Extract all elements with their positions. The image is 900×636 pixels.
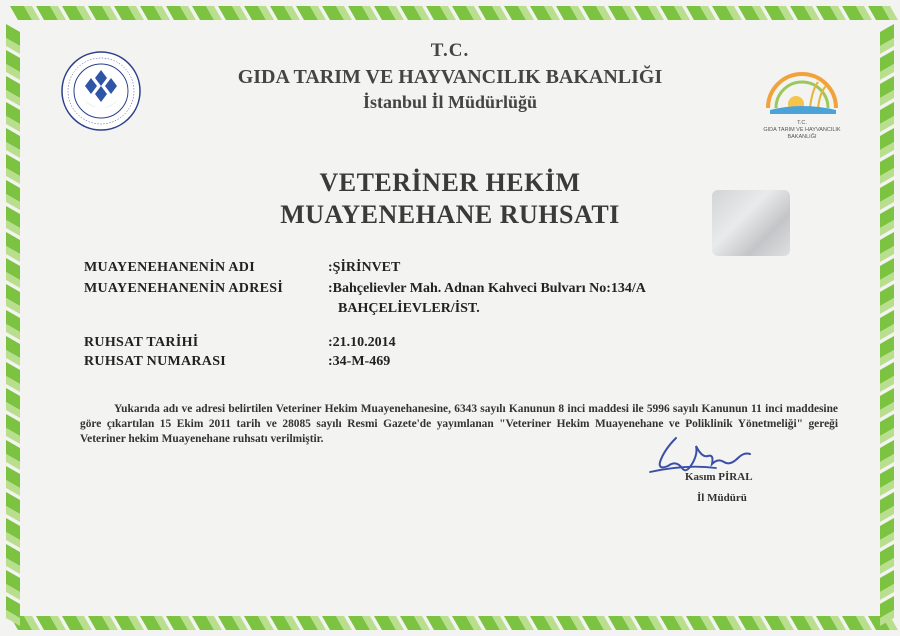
document-title-line2: MUAYENEHANE RUHSATI	[280, 200, 620, 229]
signatory-title: İl Müdürü	[697, 492, 747, 504]
clinic-name-label: MUAYENEHANENİN ADI	[84, 260, 255, 275]
license-date-value: :21.10.2014	[328, 335, 396, 350]
right-logo-text: T.C. GIDA TARIM VE HAYVANCILIK BAKANLIĞI	[763, 120, 841, 140]
header-directorate: İstanbul İl Müdürlüğü	[362, 92, 538, 112]
clinic-address-label: MUAYENEHANENİN ADRESİ	[84, 281, 284, 296]
ministry-emblem-icon	[60, 50, 142, 132]
signatory-name: Kasım PİRAL	[685, 471, 753, 483]
header-tc: T.C.	[430, 40, 470, 61]
clinic-address-value-line1: :Bahçelievler Mah. Adnan Kahveci Bulvarı No:134/A	[328, 281, 646, 296]
clinic-name-value: :ŞİRİNVET	[328, 260, 401, 275]
license-date-label: RUHSAT TARİHİ	[84, 335, 199, 350]
license-statement-text: Yukarıda adı ve adresi belirtilen Veteriner Hekim Muayenehanesine, 6343 sayılı Kanunun 8 inci maddesi ile 5996 sayılı Kanunun 11 inci maddesine göre çıkartılan 15 Ekim 2011 tarih ve 28085 sayılı Resmi Gazete'de yayımlanan "Veteriner Hekim Muayenehane ve Poliklinik Yönetmeliği" gereği Veteriner hekim Muayenehane ruhsatı verilmiştir.	[80, 403, 838, 445]
document-title-line1: VETERİNER HEKİM	[319, 168, 581, 197]
clinic-address-value-line2: BAHÇELİEVLER/İST.	[338, 301, 480, 316]
license-number-value: :34-M-469	[328, 354, 391, 369]
hologram-seal	[712, 190, 790, 256]
license-number-label: RUHSAT NUMARASI	[84, 354, 227, 369]
header-ministry: GIDA TARIM VE HAYVANCILIK BAKANLIĞI	[237, 66, 663, 88]
